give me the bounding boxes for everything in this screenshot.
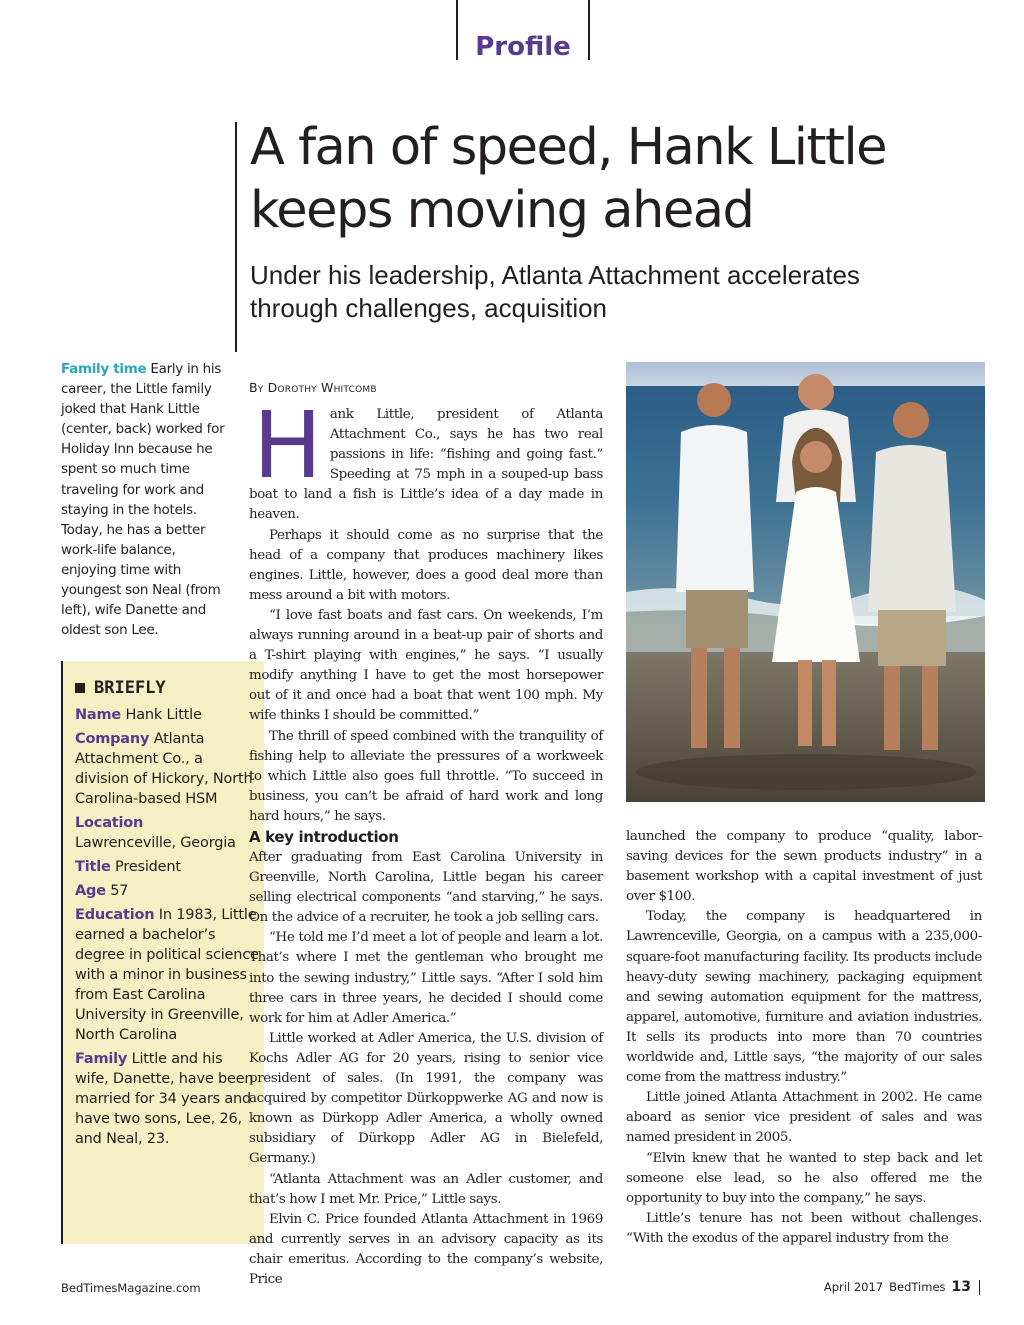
article-paragraph: Today, the company is headquartered in Lawrenceville, Georgia, on a campus with a 235,000-square-foot manufacturing facility. Its products include heavy-duty sewing machinery, packaging equipment and sewing automation equipment for the mattress, apparel, automotive, furniture and aviation industries. It sells its products into more than 70 countries worldwide and, Little says, “the majority of our sales come from the mattress industry.”	[626, 909, 982, 1086]
footer-magazine: BedTimes	[889, 1280, 946, 1294]
briefly-value: Atlanta Attachment Co., a division of Hickory, North Carolina-based HSM	[75, 731, 253, 807]
briefly-heading	[75, 671, 259, 705]
briefly-value: In 1983, Little earned a bachelor’s degree in political science with a minor in business from East Carolina University in Greenville, North Carolina	[75, 907, 259, 1043]
briefly-item-location	[75, 813, 259, 853]
footer-issue: April 2017	[823, 1280, 884, 1294]
footer-site: BedTimesMagazine.com	[61, 1281, 201, 1295]
article-paragraph: The thrill of speed combined with the tranquility of fishing help to alleviate the pressures of a workweek to which Little also goes full throttle. “To succeed in business, you can’t be afraid of hard work and long hard hours,” he says.	[249, 728, 603, 824]
briefly-value: 57	[110, 883, 129, 899]
briefly-value: Lawrenceville, Georgia	[75, 835, 236, 851]
briefly-label: Company	[75, 731, 150, 747]
article-paragraph: launched the company to produce “quality, labor-saving devices for the sewn products industry” in a basement workshop with a capital investment of just over $100.	[626, 829, 982, 905]
drop-cap: H	[253, 392, 322, 499]
briefly-item-company	[75, 729, 259, 809]
article-paragraph: “He told me I’d meet a lot of people and learn a lot. That’s where I met the gentleman who brought me into the sewing industry,” Little says. “After I sold him three cars in three years, he decided I should come work for him at Adler America.”	[249, 930, 603, 1026]
page-divider	[979, 1280, 980, 1295]
briefly-label: Family	[75, 1051, 128, 1067]
page-number: 13	[951, 1279, 971, 1295]
deck	[250, 259, 950, 325]
briefly-label: Name	[75, 707, 122, 723]
article-column-1-bottom	[249, 827, 603, 1290]
headline	[250, 116, 1010, 242]
article-paragraph: After graduating from East Carolina University in Greenville, North Carolina, Little began his career selling electrical components “and starving,” he says. On the advice of a recruiter, he took a job selling cars.	[249, 850, 603, 926]
article-paragraph: Little worked at Adler America, the U.S. division of Kochs Adler AG for 20 years, rising to senior vice president of sales. (In 1991, the company was acquired by competitor Dürkoppwerke AG and now is known as Dürkopp Adler America, a wholly owned subsidiary of Dürkopp Adler AG in Bielefeld, Germany.)	[249, 1030, 603, 1167]
briefly-value: President	[115, 859, 181, 875]
briefly-label: Location	[75, 815, 144, 831]
article-paragraph: Perhaps it should come as no surprise that the head of a company that produces machinery likes engines. Little, however, does a good deal more than mess around a bit with motors.	[249, 527, 603, 603]
section-subhead: A key introduction	[249, 828, 399, 846]
briefly-value: Hank Little	[125, 707, 202, 723]
family-photo	[626, 362, 985, 802]
briefly-item-family	[75, 1049, 259, 1149]
family-beach-photo	[626, 362, 985, 802]
article-paragraph: Elvin C. Price founded Atlanta Attachment in 1969 and currently serves in an advisory capacity as its chair emeritus. According to the company’s website, Price	[249, 1211, 603, 1287]
article-paragraph: Hank Little, president of Atlanta Attachment Co., says he has two real passions in life: “fishing and going fast.” Speeding at 75 mph in a souped-up bass boat to land a fish is Little’s idea of a day made in heaven.	[249, 392, 603, 523]
briefly-label: Title	[75, 859, 111, 875]
byline: By Dorothy Whitcomb	[249, 380, 377, 395]
caption-lead: Family time	[61, 361, 147, 377]
square-bullet-icon	[75, 683, 85, 693]
briefly-label: Education	[75, 907, 155, 923]
article-column-1-top	[249, 392, 603, 827]
article-paragraph: Little joined Atlanta Attachment in 2002. He came aboard as senior vice president of sales and was named president in 2005.	[626, 1090, 982, 1146]
briefly-value: Little and his wife, Danette, have been married for 34 years and have two sons, Lee, 26, and Neal, 23.	[75, 1051, 254, 1147]
headline-rule	[235, 122, 237, 352]
article-column-2	[626, 827, 982, 1249]
caption-text: Early in his career, the Little family joked that Hank Little (center, back) worked for Holiday Inn because he spent so much time traveling for work and staying in the hotels. Today, he has a better work-life balance, enjoying time with youngest son Neal (from left), wife Danette and oldest son Lee.	[61, 361, 225, 639]
article-paragraph: “Elvin knew that he wanted to step back and let someone else lead, so he also offered me the opportunity to buy into the company,” he says.	[626, 1150, 982, 1206]
briefly-label: Age	[75, 883, 106, 899]
briefly-title: BRIEFLY	[94, 678, 166, 698]
briefly-item-title	[75, 857, 259, 877]
headline-line-1: A fan of speed, Hank Little	[250, 118, 886, 177]
section-tag: Profile	[475, 32, 571, 62]
article-paragraph: “I love fast boats and fast cars. On weekends, I’m always running around in a beat-up pair of shorts and a T-shirt playing with engines,” he says. “I usually modify anything I have to get the most horsepower out of it and once had a boat that went 100 mph. My wife thinks I should be committed.”	[249, 607, 603, 724]
briefly-item-education	[75, 905, 259, 1045]
article-paragraph: Little’s tenure has not been without challenges. “With the exodus of the apparel industry from the	[626, 1210, 982, 1246]
headline-line-2: keeps moving ahead	[250, 181, 754, 240]
briefly-item-name	[75, 705, 259, 725]
briefly-item-age	[75, 881, 259, 901]
footer-folio	[824, 1279, 980, 1295]
deck-line-1: Under his leadership, Atlanta Attachment accelerates	[250, 260, 860, 290]
briefly-sidebar	[61, 661, 264, 1244]
article-paragraph: “Atlanta Attachment was an Adler customer, and that’s how I met Mr. Price,” Little says.	[249, 1171, 603, 1207]
photo-caption	[61, 359, 229, 640]
deck-line-2: through challenges, acquisition	[250, 293, 608, 323]
